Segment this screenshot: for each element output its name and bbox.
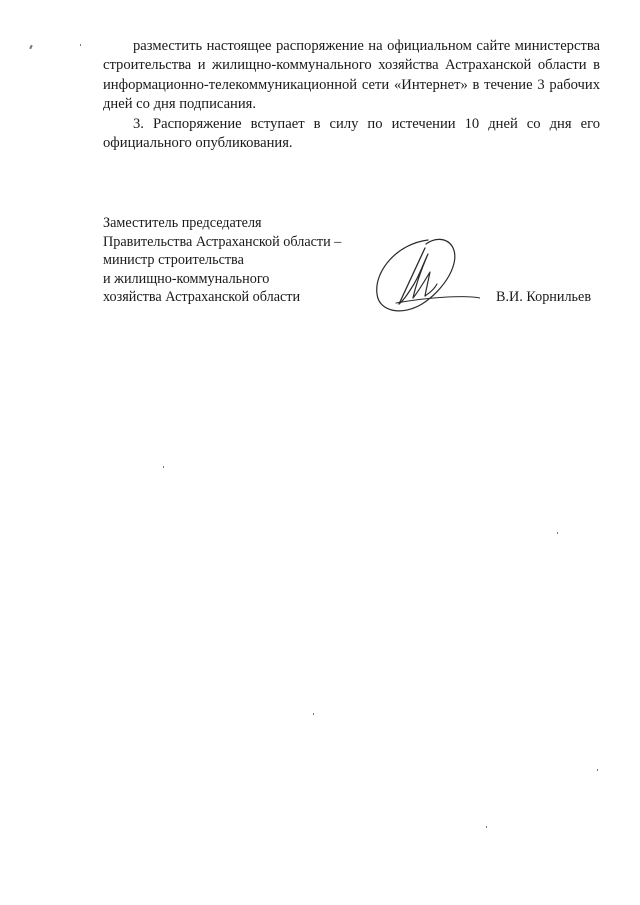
position-line: Заместитель председателя	[103, 215, 262, 231]
scan-speck	[29, 45, 33, 49]
signatory-name: В.И. Корнильев	[496, 289, 592, 305]
scan-speck	[163, 466, 164, 468]
continued-paragraph: разместить настоящее распоряжение на официальном сайте министерства строительства и жилищно-коммунального хозяйства Астраханской области в информационно-телекоммуникационной сети «Интернет» в течение 3 рабочих дней со дня подписания.	[103, 38, 600, 113]
scan-speck	[313, 713, 314, 715]
signatory-position	[103, 214, 341, 307]
position-line: и жилищно-коммунального	[103, 270, 270, 287]
position-line: хозяйства Астраханской области	[103, 289, 301, 306]
scan-speck	[80, 44, 81, 46]
scan-speck	[597, 769, 598, 771]
handwritten-signature	[368, 232, 480, 322]
position-line: Правительства Астраханской области –	[103, 233, 342, 250]
scan-speck	[557, 532, 558, 534]
paragraph-3: 3. Распоряжение вступает в силу по истечении 10 дней со дня его официального опубликования.	[103, 115, 600, 152]
document-body	[103, 37, 600, 153]
scan-speck	[486, 826, 487, 828]
position-line: министр строительства	[103, 252, 244, 269]
